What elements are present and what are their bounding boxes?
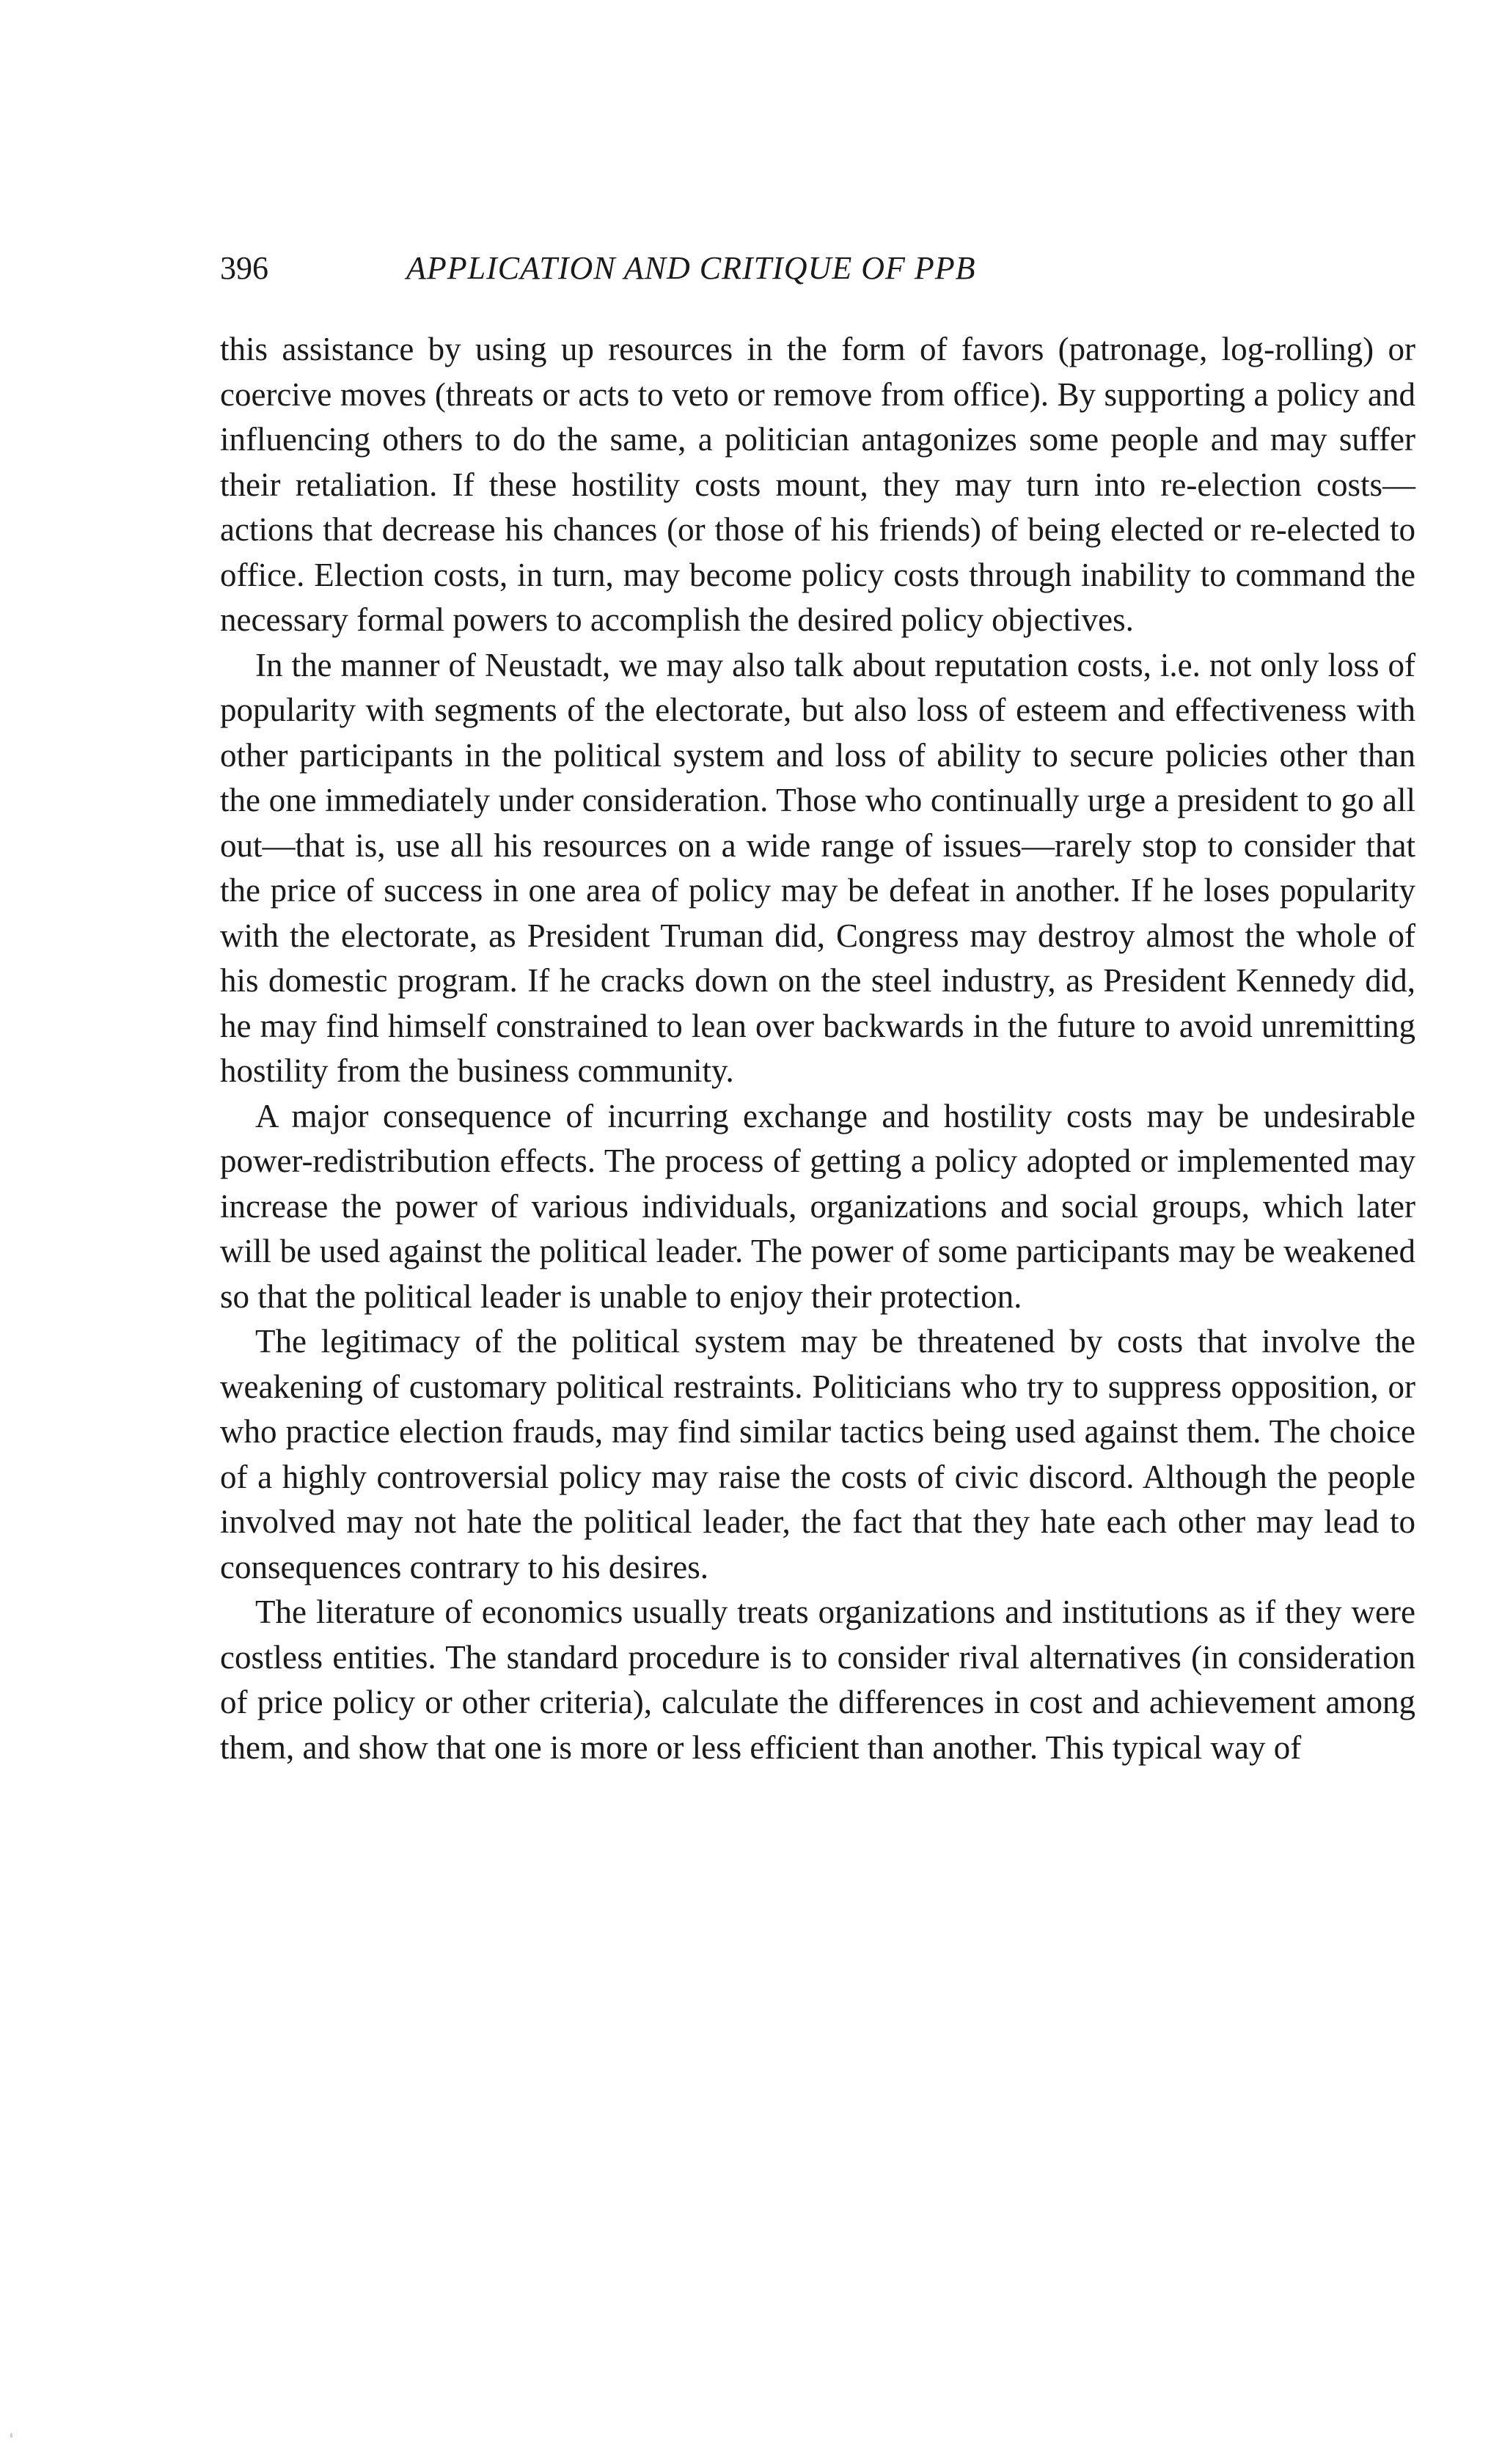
paragraph-economics-literature: The literature of economics usually treats organizations and institutions as if they were costless entities. The standard procedure is to consider rival alternatives (in consideration of price policy or other criteria), calculate the differences in cost and achievement among them, and show that one is more or less efficient than another. This typical way of	[220, 1594, 1415, 1766]
scan-artifact	[10, 2433, 12, 2438]
body-text	[220, 327, 1415, 1770]
page-number: 396	[220, 250, 268, 286]
paragraph-continued: this assistance by using up resources in the form of favors (patronage, log-rolling) or coercive moves (threats or acts to veto or remove from office). By supporting a policy and influencing others to do the same, a politician antagonizes some people and may suffer their retaliation. If these hostility costs mount, they may turn into re-election costs—actions that decrease his chances (or those of his friends) of being elected or re-elected to office. Election costs, in turn, may become policy costs through inability to command the necessary formal powers to accomplish the desired policy objectives.	[220, 331, 1415, 638]
page-header	[220, 246, 1415, 290]
paragraph-power-redistribution: A major consequence of incurring exchange and hostility costs may be undesirable power-redistribution effects. The process of getting a policy adopted or implemented may increase the power of various individuals, organizations and social groups, which later will be used against the political leader. The power of some participants may be weakened so that the political leader is unable to enjoy their protection.	[220, 1097, 1415, 1315]
paragraph-legitimacy: The legitimacy of the political system may be threatened by costs that involve the weakening of customary political restraints. Politicians who try to suppress opposition, or who practice election frauds, may find similar tactics being used against them. The choice of a highly controversial policy may raise the costs of civic discord. Although the people involved may not hate the political leader, the fact that they hate each other may lead to consequences contrary to his desires.	[220, 1323, 1415, 1585]
running-head-title: APPLICATION AND CRITIQUE OF PPB	[406, 250, 976, 286]
paragraph-reputation-costs: In the manner of Neustadt, we may also talk about reputation costs, i.e. not only loss of popularity with segments of the electorate, but also loss of esteem and effectiveness with other participants in the political system and loss of ability to secure policies other than the one immediately under consideration. Those who continually urge a president to go all out—that is, use all his resources on a wide range of issues—rarely stop to consider that the price of success in one area of policy may be defeat in another. If he loses popularity with the electorate, as President Truman did, Congress may destroy almost the whole of his domestic program. If he cracks down on the steel industry, as President Kennedy did, he may find himself constrained to lean over backwards in the future to avoid unremitting hostility from the business community.	[220, 646, 1415, 1089]
